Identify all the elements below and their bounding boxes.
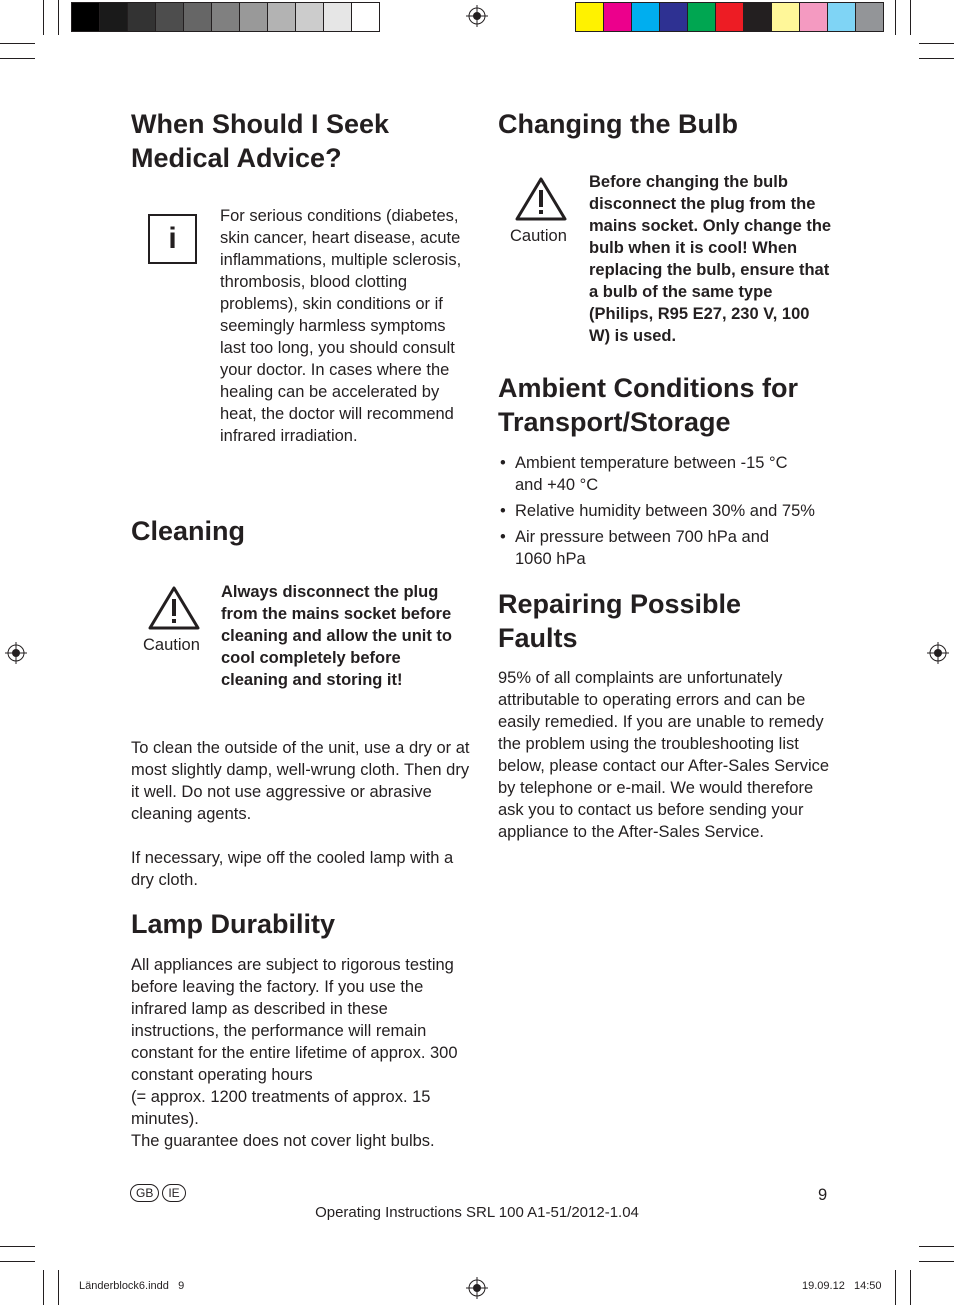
cleaning-paragraph: To clean the outside of the unit, use a dry or at most slightly damp, well-wrung cloth. Then dry it well. Do not use aggressive or abrasive cleaning agents. <box>131 739 470 823</box>
heading-line: Ambient Conditions for <box>498 373 798 403</box>
heading-line: Medical Advice? <box>131 143 342 173</box>
color-swatch <box>660 3 688 31</box>
language-badges <box>130 1184 189 1202</box>
heading-line: Faults <box>498 623 578 653</box>
color-swatch <box>828 3 856 31</box>
list-item: • Relative humidity between 30% and 75% <box>498 500 843 522</box>
color-swatch <box>212 3 240 31</box>
color-swatch <box>716 3 744 31</box>
color-swatch <box>632 3 660 31</box>
crop-mark <box>43 1270 44 1305</box>
registration-mark-icon <box>927 642 949 664</box>
caution-label: Caution <box>510 227 567 245</box>
list-item: • Ambient temperature between -15 °C and +40 °C <box>498 452 815 496</box>
crop-mark <box>0 1246 35 1247</box>
language-badge-ie: IE <box>162 1184 185 1202</box>
color-swatch <box>772 3 800 31</box>
process-color-bar <box>575 2 884 32</box>
color-swatch <box>240 3 268 31</box>
lamp-durability-text <box>131 954 471 1152</box>
color-swatch <box>324 3 352 31</box>
gray-color-bar <box>71 2 380 32</box>
registration-mark-icon <box>466 1277 488 1299</box>
color-swatch <box>128 3 156 31</box>
color-swatch <box>352 3 379 31</box>
heading-line: Repairing Possible <box>498 589 742 619</box>
color-swatch <box>800 3 828 31</box>
slug-date: 19.09.12 14:50 <box>802 1280 882 1292</box>
crop-mark <box>910 1270 911 1305</box>
bulb-warning-text: Before changing the bulb disconnect the plug from the mains socket. Only change the bulb when it is cool! When replacing the bulb, ensure that a bulb of the same type (Philips, R95 E27, 230 V, 100 W) is used. <box>589 173 832 345</box>
color-swatch <box>744 3 772 31</box>
color-swatch <box>688 3 716 31</box>
medical-advice-heading <box>131 107 471 175</box>
crop-mark <box>919 58 954 59</box>
registration-mark-icon <box>5 642 27 664</box>
crop-mark <box>910 0 911 35</box>
crop-mark <box>895 1270 896 1305</box>
info-icon <box>148 214 197 264</box>
caution-label: Caution <box>143 636 200 654</box>
crop-mark <box>919 1246 954 1247</box>
language-badge-gb: GB <box>130 1184 159 1202</box>
medical-advice-text: For serious conditions (diabetes, skin cancer, heart disease, acute inflammations, multiple sclerosis, thrombosis, blood clotting problems), skin conditions or if seemingly harmless symptoms last too long, you should consult your doctor. In cases where the healing can be accelerated by heat, the doctor will recommend infrared irradiation. <box>220 207 462 445</box>
lamp-durability-heading: Lamp Durability <box>131 909 336 939</box>
changing-bulb-heading: Changing the Bulb <box>498 109 738 139</box>
document-reference: Operating Instructions SRL 100 A1-51/2012-1.04 <box>315 1204 639 1221</box>
crop-mark <box>58 0 59 35</box>
color-swatch <box>156 3 184 31</box>
heading-line: When Should I Seek <box>131 109 390 139</box>
registration-mark-icon <box>466 5 488 27</box>
crop-mark <box>0 43 35 44</box>
durability-sentence: (= approx. 1200 treatments of approx. 15 minutes). <box>131 1088 431 1128</box>
color-swatch <box>604 3 632 31</box>
crop-mark <box>919 1261 954 1262</box>
durability-sentence: All appliances are subject to rigorous testing before leaving the factory. If you use the infrared lamp as described in these instructions, the performance will remain constant for the entire lifetime of approx. 300 constant operating hours <box>131 956 458 1084</box>
ambient-conditions-list <box>498 452 843 574</box>
heading-line: Transport/Storage <box>498 407 731 437</box>
crop-mark <box>0 58 35 59</box>
cleaning-paragraph: If necessary, wipe off the cooled lamp with a dry cloth. <box>131 849 454 889</box>
durability-sentence: The guarantee does not cover light bulbs. <box>131 1132 435 1150</box>
color-swatch <box>268 3 296 31</box>
ambient-conditions-heading <box>498 371 843 439</box>
crop-mark <box>58 1270 59 1305</box>
color-swatch <box>856 3 883 31</box>
repairing-faults-text: 95% of all complaints are unfortunately attributable to operating errors and can be easily remedied. If you are unable to remedy the problem using the troubleshooting list below, please contact our After-Sales Service by telephone or e-mail. We would therefore ask you to contact us before sending your appliance to the After-Sales Service. <box>498 669 830 841</box>
color-swatch <box>296 3 324 31</box>
info-icon-letter: i <box>168 222 177 255</box>
crop-mark <box>895 0 896 35</box>
crop-mark <box>43 0 44 35</box>
page-number: 9 <box>818 1186 828 1204</box>
cleaning-warning-text: Always disconnect the plug from the mains socket before cleaning and allow the unit to cool completely before cleaning and storing it! <box>221 583 453 689</box>
color-swatch <box>184 3 212 31</box>
list-item: • Air pressure between 700 hPa and 1060 hPa <box>498 526 805 570</box>
color-swatch <box>100 3 128 31</box>
caution-warning-icon <box>515 176 567 222</box>
color-swatch <box>72 3 100 31</box>
crop-mark <box>919 43 954 44</box>
slug-file-name: Länderblock6.indd 9 <box>79 1280 185 1292</box>
cleaning-heading: Cleaning <box>131 516 246 546</box>
color-swatch <box>576 3 604 31</box>
repairing-faults-heading <box>498 587 838 655</box>
caution-warning-icon <box>148 585 200 631</box>
crop-mark <box>0 1261 35 1262</box>
